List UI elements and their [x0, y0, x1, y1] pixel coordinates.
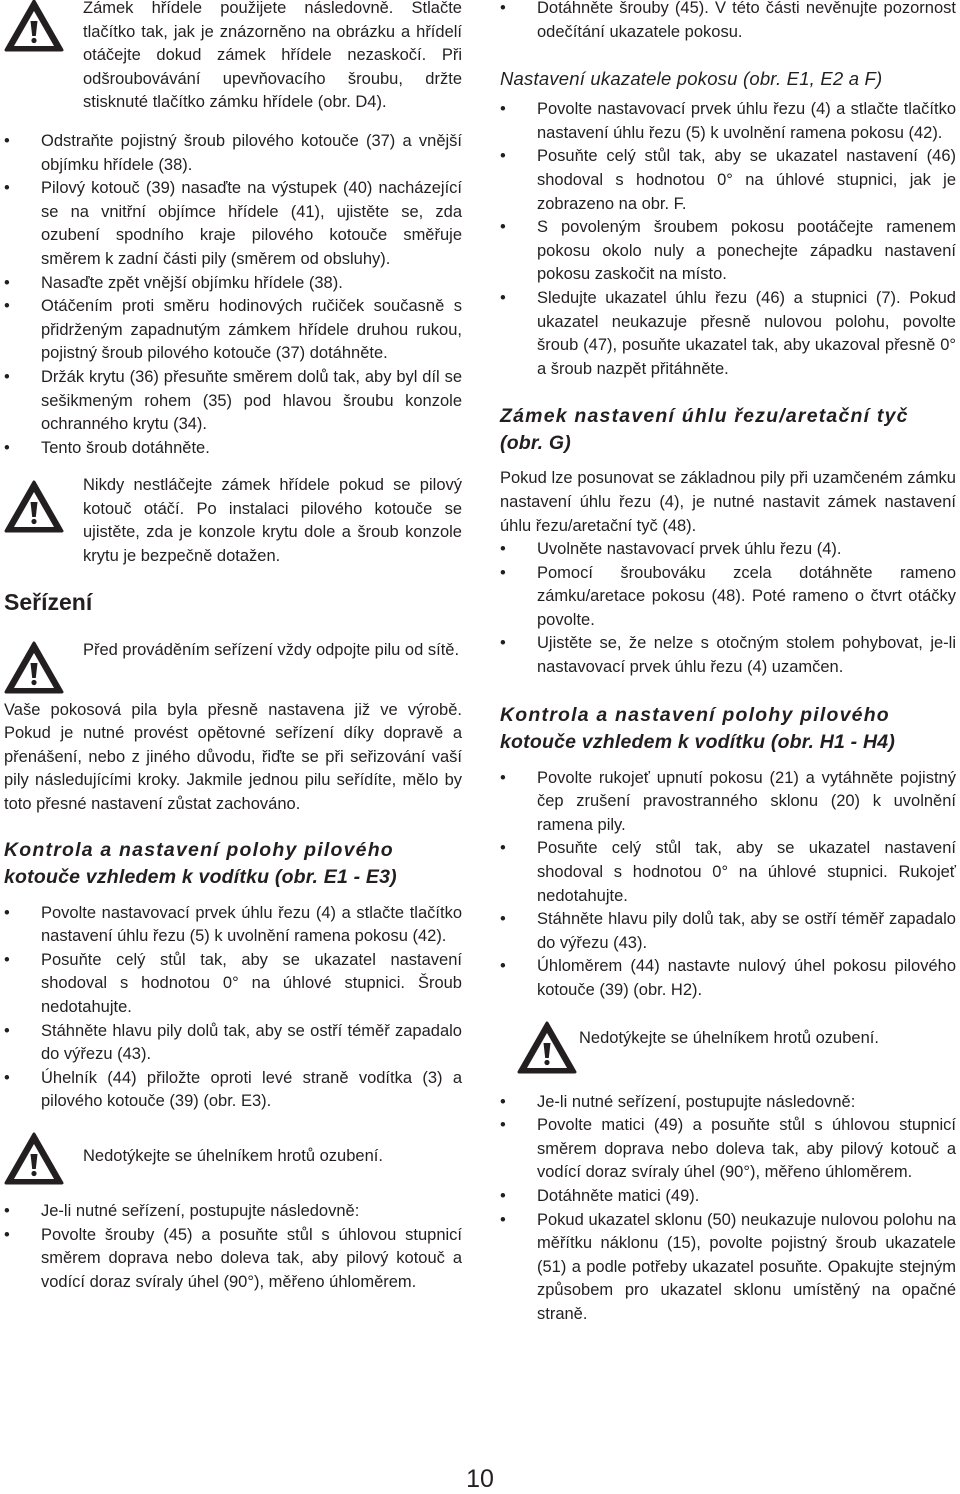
- warning-block-square-right: [500, 1019, 956, 1081]
- heading-blade-fence-e: [4, 837, 462, 891]
- list-item: • Nasaďte zpět vnější objímku hřídele (38).: [4, 272, 462, 296]
- list-item: • Ujistěte se, že nelze s otočným stolem pohybovat, je-li nastavovací prvek úhlu řezu (4) uzamčen.: [500, 632, 956, 679]
- list-item: • Odstraňte pojistný šroub pilového kotouče (37) a vnější objímku hřídele (38).: [4, 130, 462, 177]
- right-column: [500, 0, 956, 1327]
- heading-line: Zámek nastavení úhlu řezu/aretační tyč: [500, 405, 909, 428]
- warning-text: Před prováděním seřízení vždy odpojte pilu od sítě.: [83, 640, 460, 659]
- list-item: • Dotáhněte šrouby (45). V této části nevěnujte pozornost odečítání ukazatele pokosu.: [500, 0, 956, 44]
- page-number: 10: [466, 1465, 494, 1493]
- heading-miter-lock: [500, 403, 956, 457]
- warning-block-shaft-lock-rotation: [4, 474, 462, 568]
- warning-text: Nikdy nestláčejte zámek hřídele pokud se pilový kotouč otáčí. Po instalaci pilového kotouče se ujistěte, zda je konzole krytu dole a šroub konzole krytu je bezpečně dotažen.: [83, 476, 462, 566]
- heading-line: kotouče vzhledem k vodítku (obr. E1 - E3): [4, 865, 397, 888]
- adjustment-paragraph: Vaše pokosová pila byla přesně nastavena již ve výrobě. Pokud je nutné provést opětovné seřízení díky dopravě a přenášení, nebo z jiného důvodu, řiďte se při seřizování vaší pily následujícími kroky. Jakmile jednou pilu seřídíte, mělo by toto přesné nastavení zůstat zachováno.: [4, 700, 462, 814]
- blade-fence-list: [4, 902, 462, 1114]
- heading-blade-fence-h: [500, 702, 956, 756]
- warning-triangle-icon: [4, 1132, 64, 1186]
- list-item: • Posuňte celý stůl tak, aby se ukazatel nastavení (46) shodoval s hodnotou 0° na úhlové stupnici, jak je zobrazeno na obr. F.: [500, 145, 956, 216]
- warning-triangle-icon: [4, 0, 64, 53]
- heading-miter-pointer: Nastavení ukazatele pokosu (obr. E1, E2 a F): [500, 68, 883, 90]
- list-item: • Pokud ukazatel sklonu (50) neukazuje nulovou polohu na měřítku náklonu (15), povolte pojistný šroub ukazatele (51) a podle potřeby ukazatel posuňte. Opakujte stejným způsobem pro ukazatel sklonu umístěný na opačné straně.: [500, 1209, 956, 1327]
- warning-block-shaft-lock: [4, 0, 462, 115]
- adjustment-list: [4, 1200, 462, 1294]
- section-title: Seřízení: [4, 588, 93, 615]
- list-item: • Uvolněte nastavovací prvek úhlu řezu (4).: [500, 538, 956, 562]
- miter-pointer-list: [500, 98, 956, 381]
- list-item: • S povoleným šroubem pokosu pootáčejte ramenem pokosu okolo nuly a ponechejte západku nastavení pokosu zaskočit na místo.: [500, 216, 956, 287]
- list-item: • Pomocí šroubováku zcela dotáhněte rameno zámku/aretace pokosu (48). Poté rameno o čtvrt otáčky povolte.: [500, 562, 956, 633]
- list-item: • Povolte matici (49) a posuňte stůl s úhlovou stupnicí směrem doprava nebo doleva tak, aby pilový kotouč a vodící doraz svíraly úhel (90°), měřeno úhloměrem.: [500, 1114, 956, 1185]
- blade-mounting-list: [4, 130, 462, 460]
- heading-line: Kontrola a nastavení polohy pilového: [500, 703, 890, 726]
- bevel-adjust-list: [500, 1091, 956, 1327]
- warning-text: Nedotýkejte se úhelníkem hrotů ozubení.: [83, 1146, 383, 1165]
- list-item: • Povolte nastavovací prvek úhlu řezu (4) a stlačte tlačítko nastavení úhlu řezu (5) k uvolnění ramena pokosu (42).: [500, 98, 956, 145]
- list-item: • Posuňte celý stůl tak, aby se ukazatel nastavení shodoval s hodnotou 0° na úhlové stupnici. Šroub nedotahujte.: [4, 949, 462, 1020]
- left-column: [4, 0, 462, 1294]
- miter-lock-paragraph: Pokud lze posunovat se základnou pily při uzamčeném zámku nastavení úhlu řezu (4), je nutné nastavit zámek nastavení úhlu řezu/aretační tyč (48).: [500, 469, 956, 535]
- list-item: • Stáhněte hlavu pily dolů tak, aby se ostří téměř zapadalo do výřezu (43).: [4, 1020, 462, 1067]
- heading-line: Kontrola a nastavení polohy pilového: [4, 838, 394, 861]
- list-item: • Je-li nutné seřízení, postupujte následovně:: [500, 1091, 956, 1115]
- warning-triangle-icon: [517, 1021, 577, 1075]
- warning-triangle-icon: [4, 641, 64, 695]
- list-item: • Úhelník (44) přiložte oproti levé straně vodítka (3) a pilového kotouče (39) (obr. E3).: [4, 1067, 462, 1114]
- heading-line: (obr. G): [500, 432, 571, 455]
- warning-triangle-icon: [4, 480, 64, 534]
- list-item: • Držák krytu (36) přesuňte směrem dolů tak, aby byl díl se sešikmeným rohem (35) pod hlavou šroubu konzole ochranného krytu (34).: [4, 366, 462, 437]
- list-item: • Je-li nutné seřízení, postupujte následovně:: [4, 1200, 462, 1224]
- list-item: • Posuňte celý stůl tak, aby se ukazatel nastavení shodoval s hodnotou 0° na úhlové stupnici. Rukojeť nedotahujte.: [500, 837, 956, 908]
- list-item: • Úhloměrem (44) nastavte nulový úhel pokosu pilového kotouče (39) (obr. H2).: [500, 955, 956, 1002]
- list-item: • Stáhněte hlavu pily dolů tak, aby se ostří téměř zapadalo do výřezu (43).: [500, 908, 956, 955]
- list-item: • Povolte šrouby (45) a posuňte stůl s úhlovou stupnicí směrem doprava nebo doleva tak, aby pilový kotouč a vodící doraz svíraly úhel (90°), měřeno úhloměrem.: [4, 1224, 462, 1295]
- warning-block-disconnect: [4, 639, 462, 701]
- warning-text: Nedotýkejte se úhelníkem hrotů ozubení.: [579, 1028, 879, 1047]
- tighten-list: [500, 0, 956, 44]
- list-item: • Pilový kotouč (39) nasaďte na výstupek (40) nacházející se na vnitřní objímce hřídele (41), ujistěte se, zda ozubení spodního kraje pilového kotouče směřuje směrem k zadní části pily (směrem od obsluhy).: [4, 177, 462, 271]
- list-item: • Povolte rukojeť upnutí pokosu (21) a vytáhněte pojistný čep zrušení pravostranného sklonu (20) k uvolnění ramena pily.: [500, 767, 956, 838]
- list-item: • Dotáhněte matici (49).: [500, 1185, 956, 1209]
- list-item: • Otáčením proti směru hodinových ručiček současně s přidrženým zapadnutým zámkem hřídele druhou rukou, pojistný šroub pilového kotouče (37) dotáhněte.: [4, 295, 462, 366]
- miter-lock-list: [500, 538, 956, 680]
- blade-fence-h-list: [500, 767, 956, 1003]
- warning-block-square: [4, 1130, 462, 1192]
- list-item: • Tento šroub dotáhněte.: [4, 437, 462, 461]
- heading-line: kotouče vzhledem k vodítku (obr. H1 - H4): [500, 730, 896, 753]
- list-item: • Povolte nastavovací prvek úhlu řezu (4) a stlačte tlačítko nastavení úhlu řezu (5) k uvolnění ramena pokosu (42).: [4, 902, 462, 949]
- intro-text: Zámek hřídele použijete následovně. Stlačte tlačítko tak, jak je znázorněno na obrázku a hřídelí otáčejte dokud zámek hřídele nezaskočí. Při odšroubovávání upevňovacího šroubu, držte stisknuté tlačítko zámku hřídele (obr. D4).: [83, 0, 462, 112]
- list-item: • Sledujte ukazatel úhlu řezu (46) a stupnici (7). Pokud ukazatel neukazuje přesně nulovou polohu, povolte šroub (47), posuňte ukazatel tak, aby ukazoval přesně 0° a šroub nazpět přitáhněte.: [500, 287, 956, 381]
